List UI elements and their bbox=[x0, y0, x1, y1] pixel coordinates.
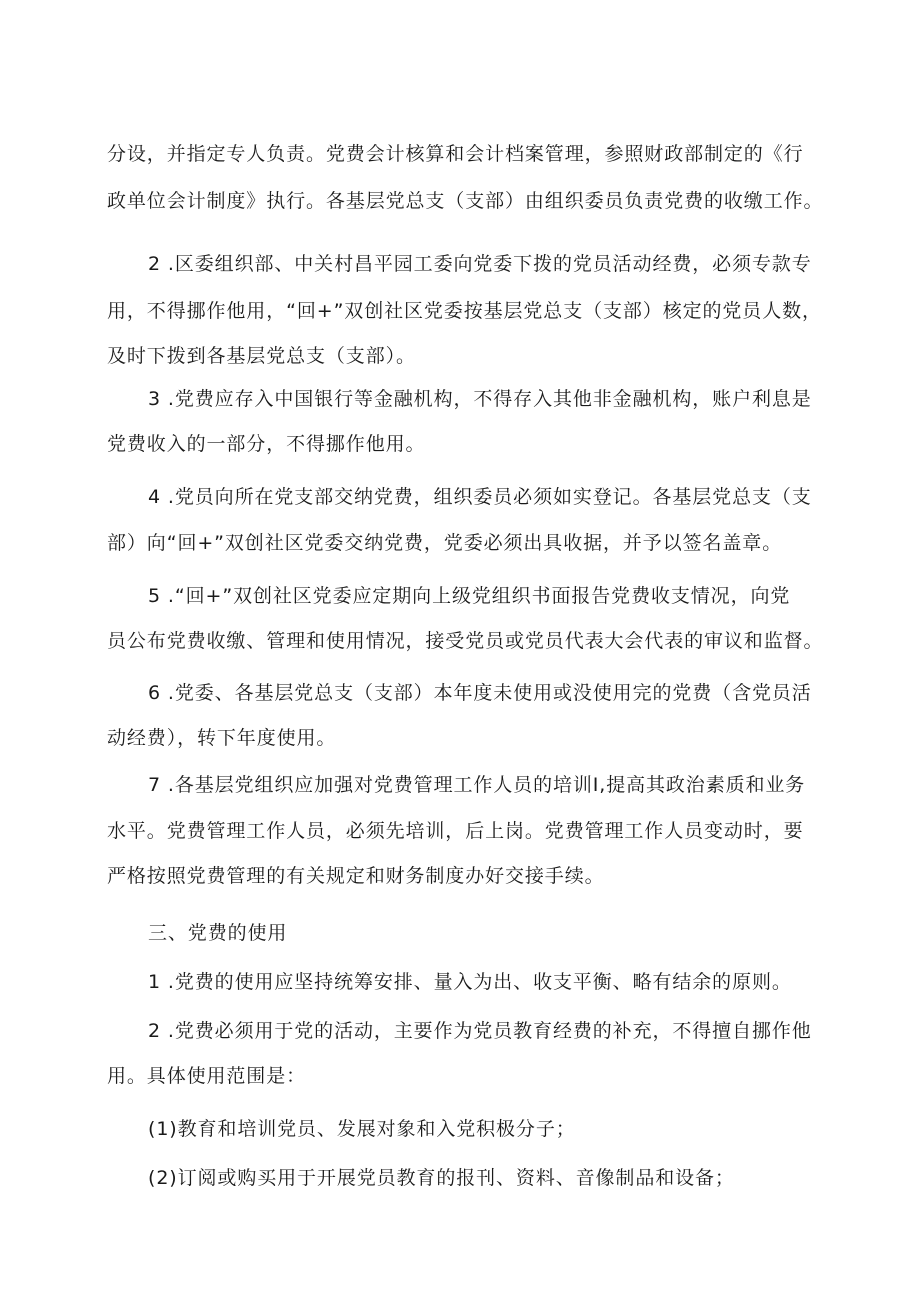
text-line: 7 .各基层党组织应加强对党费管理工作人员的培训I,提高其政治素质和业务 bbox=[148, 774, 806, 796]
section-heading: 三、党费的使用 bbox=[148, 922, 288, 944]
text-line: 党费收入的一部分，不得挪作他用。 bbox=[107, 433, 426, 455]
text-line: 用，不得挪作他用，“回+”双创社区党委按基层党总支（支部）核定的党员人数， bbox=[107, 300, 822, 322]
text-line: 5 .“回+”双创社区党委应定期向上级党组织书面报告党费收支情况，向党 bbox=[148, 585, 791, 607]
text-line: 用。具体使用范围是： bbox=[107, 1065, 307, 1087]
text-line: (1)教育和培训党员、发展对象和入党积极分子； bbox=[148, 1118, 576, 1140]
text-line: 部）向“回+”双创社区党委交纳党费，党委必须出具收据，并予以签名盖章。 bbox=[107, 532, 783, 554]
text-line: 4 .党员向所在党支部交纳党费，组织委员必须如实登记。各基层党总支（支 bbox=[148, 486, 812, 508]
text-line: 3 .党费应存入中国银行等金融机构，不得存入其他非金融机构，账户利息是 bbox=[148, 388, 812, 410]
text-line: 1 .党费的使用应坚持统筹安排、量入为出、收支平衡、略有结余的原则。 bbox=[148, 971, 792, 993]
text-line: 水平。党费管理工作人员，必须先培训，后上岗。党费管理工作人员变动时，要 bbox=[107, 820, 804, 842]
text-line: 2 .区委组织部、中关村昌平园工委向党委下拨的党员活动经费，必须专款专 bbox=[148, 253, 812, 275]
text-line: (2)订阅或购买用于开展党员教育的报刊、资料、音像制品和设备； bbox=[148, 1167, 735, 1189]
text-line: 动经费），转下年度使用。 bbox=[107, 727, 337, 749]
text-line: 及时下拨到各基层党总支（支部）。 bbox=[107, 345, 416, 367]
text-line: 严格按照党费管理的有关规定和财务制度办好交接手续。 bbox=[107, 865, 605, 887]
text-line: 分设，并指定专人负责。党费会计核算和会计档案管理，参照财政部制定的《行 bbox=[107, 143, 804, 165]
text-line: 员公布党费收缴、管理和使用情况，接受党员或党员代表大会代表的审议和监督。 bbox=[107, 630, 824, 652]
text-line: 6 .党委、各基层党总支（支部）本年度未使用或没使用完的党费（含党员活 bbox=[148, 682, 812, 704]
text-line: 2 .党费必须用于党的活动，主要作为党员教育经费的补充，不得擅自挪作他 bbox=[148, 1020, 812, 1042]
text-line: 政单位会计制度》执行。各基层党总支（支部）由组织委员负责党费的收缴工作。 bbox=[107, 190, 824, 212]
